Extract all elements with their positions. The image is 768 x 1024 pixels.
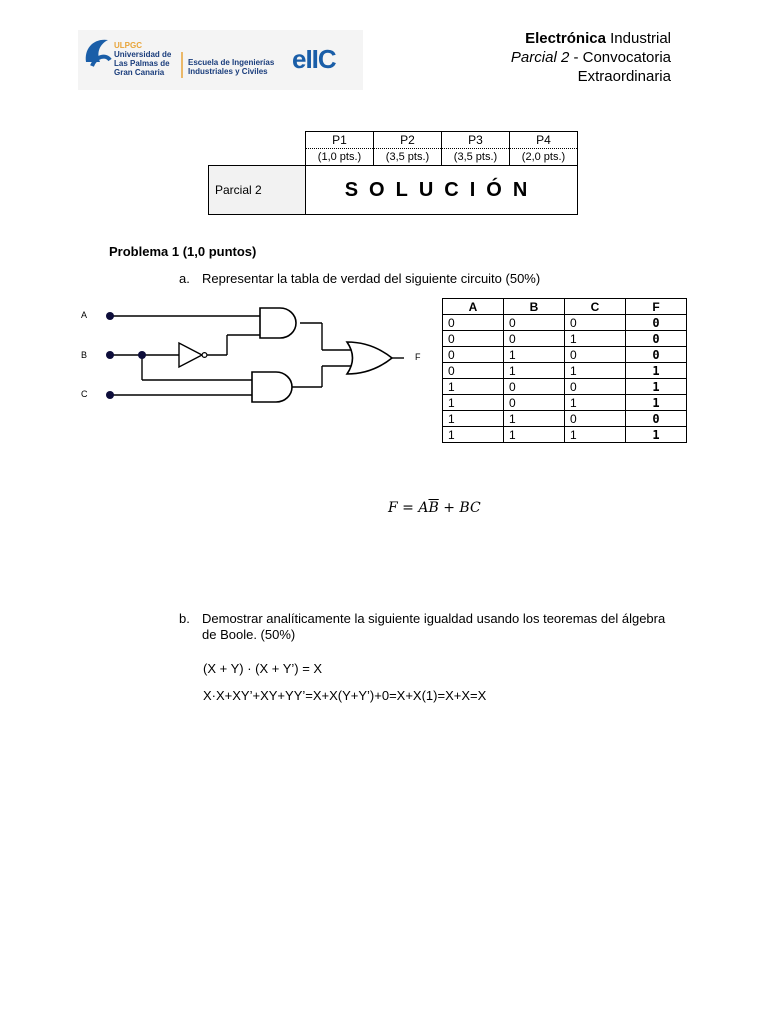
or-gate — [347, 342, 392, 374]
tt-cell-b: 1 — [504, 347, 565, 363]
tt-cell-b: 0 — [504, 379, 565, 395]
tt-cell-b: 0 — [504, 315, 565, 331]
solution-title: SOLUCIÓN — [306, 166, 578, 215]
grade-pts-p3: (3,5 pts.) — [442, 149, 510, 166]
output-f-label: F — [415, 352, 421, 362]
question-b — [179, 611, 679, 642]
tt-header-b: B — [504, 299, 565, 315]
tt-cell-c: 1 — [565, 331, 626, 347]
tt-cell-a: 0 — [443, 363, 504, 379]
logo-school: Escuela de Ingenierías Industriales y Civiles — [188, 58, 275, 76]
tt-cell-c: 0 — [565, 411, 626, 427]
tt-cell-a: 1 — [443, 411, 504, 427]
logo-eiic: eIIC — [292, 44, 336, 74]
grade-col-p3: P3 — [442, 132, 510, 149]
tt-cell-a: 0 — [443, 347, 504, 363]
logo-ulpgc: ULPGC — [114, 41, 142, 50]
exam-header — [511, 29, 671, 86]
grades-table — [208, 131, 578, 215]
formula-lhs: F = A — [388, 500, 429, 516]
boolean-formula — [388, 500, 481, 516]
tt-cell-c: 1 — [565, 363, 626, 379]
input-c-label: C — [81, 389, 88, 399]
formula-bar-term: $\overline{B}$ — [428, 500, 439, 516]
exam-italic: Parcial 2 — [510, 49, 570, 66]
tt-row — [443, 427, 687, 443]
tt-cell-a: 0 — [443, 315, 504, 331]
tt-cell-f: 1 — [626, 427, 687, 443]
grades-row-label: Parcial 2 — [209, 166, 306, 215]
tt-cell-f: 0 — [626, 347, 687, 363]
tt-cell-c: 1 — [565, 395, 626, 411]
exam-rest: - Convocatoria — [573, 49, 671, 66]
tt-cell-b: 0 — [504, 395, 565, 411]
tt-cell-a: 0 — [443, 331, 504, 347]
tt-cell-f: 1 — [626, 363, 687, 379]
and-gate-1 — [260, 308, 296, 338]
not-gate-bubble — [202, 353, 207, 358]
university-logo — [78, 30, 363, 90]
question-a-letter: a. — [179, 271, 190, 286]
tt-row — [443, 331, 687, 347]
boolean-identity: (X + Y) · (X + Y’) = X — [203, 661, 323, 676]
tt-header-f: F — [626, 299, 687, 315]
subject-bold: Electrónica — [525, 30, 606, 47]
grade-col-p2: P2 — [374, 132, 442, 149]
tt-cell-b: 1 — [504, 411, 565, 427]
tt-cell-f: 1 — [626, 395, 687, 411]
tt-cell-b: 0 — [504, 331, 565, 347]
tt-header-c: C — [565, 299, 626, 315]
tt-row — [443, 411, 687, 427]
question-b-text: Demostrar analíticamente la siguiente igualdad usando los teoremas del álgebra de Boole. (50%) — [202, 611, 666, 642]
tt-cell-c: 0 — [565, 315, 626, 331]
boolean-proof: X·X+XY’+XY+YY’=X+X(Y+Y’)+0=X+X(1)=X+X=X — [203, 688, 487, 703]
tt-cell-f: 0 — [626, 315, 687, 331]
tt-cell-b: 1 — [504, 427, 565, 443]
input-a-node — [106, 312, 114, 320]
truth-table — [442, 298, 687, 443]
tt-cell-c: 1 — [565, 427, 626, 443]
input-c-node — [106, 391, 114, 399]
tt-cell-c: 0 — [565, 379, 626, 395]
subject-rest: Industrial — [610, 30, 671, 47]
grade-pts-p4: (2,0 pts.) — [510, 149, 578, 166]
tt-row — [443, 379, 687, 395]
and-gate-2 — [252, 372, 292, 402]
tt-header-a: A — [443, 299, 504, 315]
input-b-node — [106, 351, 114, 359]
question-a-text: Representar la tabla de verdad del siguiente circuito (50%) — [202, 271, 541, 286]
tt-cell-a: 1 — [443, 395, 504, 411]
grade-col-p1: P1 — [306, 132, 374, 149]
logo-university: Universidad de Las Palmas de Gran Canaria — [114, 50, 172, 77]
input-b-label: B — [81, 350, 88, 360]
tt-cell-f: 0 — [626, 331, 687, 347]
grade-col-p4: P4 — [510, 132, 578, 149]
tt-cell-f: 1 — [626, 379, 687, 395]
question-a — [179, 271, 541, 286]
grade-pts-p2: (3,5 pts.) — [374, 149, 442, 166]
tt-row — [443, 315, 687, 331]
tt-cell-a: 1 — [443, 427, 504, 443]
tt-row — [443, 347, 687, 363]
b-branch-node — [138, 351, 146, 359]
tt-cell-f: 0 — [626, 411, 687, 427]
tt-cell-b: 1 — [504, 363, 565, 379]
grade-pts-p1: (1,0 pts.) — [306, 149, 374, 166]
tt-row — [443, 395, 687, 411]
question-b-letter: b. — [179, 611, 190, 626]
tt-cell-c: 0 — [565, 347, 626, 363]
exam-session: Extraordinaria — [577, 68, 671, 85]
tt-row — [443, 363, 687, 379]
not-gate — [179, 343, 202, 367]
grades-corner — [209, 132, 306, 166]
input-a-label: A — [81, 310, 88, 320]
tt-cell-a: 1 — [443, 379, 504, 395]
logic-circuit — [76, 300, 436, 410]
formula-rhs: + BC — [438, 500, 481, 516]
problem-title: Problema 1 (1,0 puntos) — [109, 244, 257, 259]
